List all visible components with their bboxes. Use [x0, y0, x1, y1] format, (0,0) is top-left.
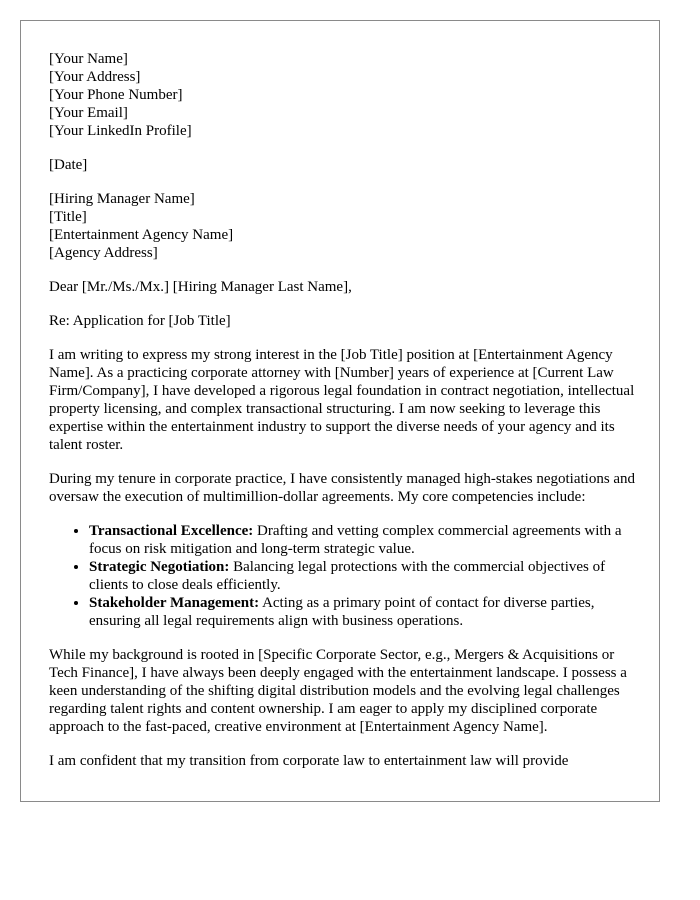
- recipient-name: [Hiring Manager Name]: [49, 191, 195, 207]
- competency-text: Balancing legal protections with the commercial objectives of clients to close deals efficiently.: [89, 559, 606, 593]
- paragraph-tenure: During my tenure in corporate practice, I have consistently managed high-stakes negotiations and oversaw the execution of multimillion-dollar agreements. My core competencies include:: [49, 471, 636, 505]
- paragraph-background: While my background is rooted in [Specific Corporate Sector, e.g., Mergers & Acquisitions or Tech Finance], I have always been deeply engaged with the entertainment landscape. I possess a keen understanding of the shifting digital distribution models and the evolving legal challenges regarding talent rights and content ownership. I am eager to apply my disciplined corporate approach to the fast-paced, creative environment at [Entertainment Agency Name].: [49, 647, 627, 735]
- sender-block: [49, 50, 639, 140]
- list-item: [89, 594, 639, 630]
- sender-address: [Your Address]: [49, 69, 141, 85]
- sender-linkedin: [Your LinkedIn Profile]: [49, 123, 192, 139]
- letter-body: [49, 50, 639, 786]
- competency-text: Drafting and vetting complex commercial agreements with a focus on risk mitigation and long-term strategic value.: [89, 523, 622, 557]
- competency-text: Acting as a primary point of contact for diverse parties, ensuring all legal requirements align with business operations.: [89, 595, 595, 629]
- recipient-block: [49, 190, 639, 262]
- recipient-title: [Title]: [49, 209, 87, 225]
- paragraph-closing: I am confident that my transition from corporate law to entertainment law will provide: [49, 753, 569, 769]
- list-item: [89, 558, 639, 594]
- paragraph-intro: I am writing to express my strong interest in the [Job Title] position at [Entertainment Agency Name]. As a practicing corporate attorney with [Number] years of experience at [Current Law Firm/Company], I have developed a rigorous legal foundation in contract negotiation, intellectual property licensing, and complex transactional structuring. I am now seeking to leverage this expertise within the entertainment industry to support the diverse needs of your agency and its talent roster.: [49, 347, 635, 453]
- subject-line: Re: Application for [Job Title]: [49, 313, 231, 329]
- salutation: Dear [Mr./Ms./Mx.] [Hiring Manager Last Name],: [49, 279, 352, 295]
- date-block: [49, 156, 639, 174]
- sender-phone: [Your Phone Number]: [49, 87, 183, 103]
- competency-label: Transactional Excellence:: [89, 523, 254, 539]
- competency-label: Strategic Negotiation:: [89, 559, 230, 575]
- letter-page: [20, 20, 660, 802]
- list-item: [89, 522, 639, 558]
- recipient-address: [Agency Address]: [49, 245, 158, 261]
- letter-date: [Date]: [49, 157, 88, 173]
- competencies-list: [49, 522, 639, 630]
- recipient-agency: [Entertainment Agency Name]: [49, 227, 234, 243]
- sender-name: [Your Name]: [49, 51, 128, 67]
- competency-label: Stakeholder Management:: [89, 595, 260, 611]
- sender-email: [Your Email]: [49, 105, 128, 121]
